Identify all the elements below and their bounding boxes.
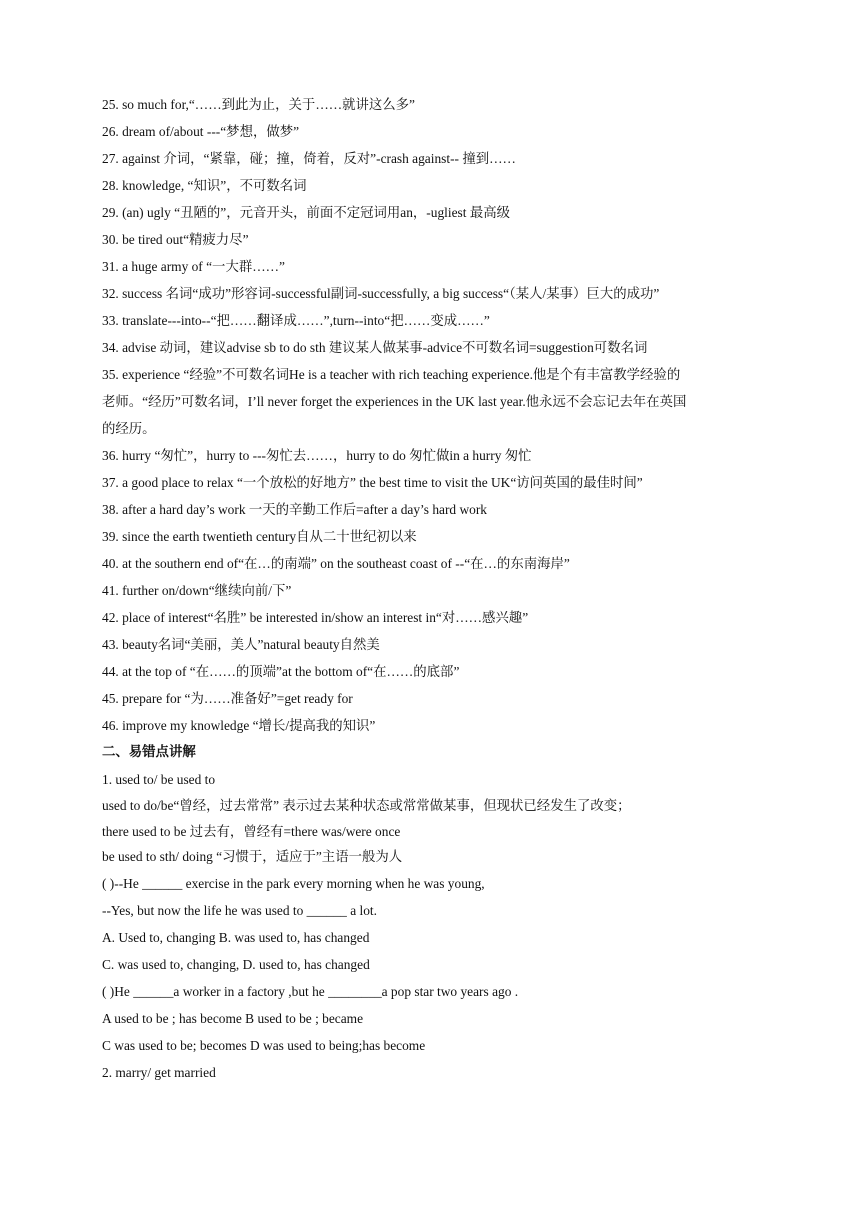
text-line: 35. experience “经验”不可数名词He is a teacher with rich teaching experience.他是个有丰富教学经验的 [102,367,681,382]
section-heading: 二、易错点讲解 [102,745,196,760]
text-line: there used to be 过去有，曾经有=there was/were once [102,824,401,839]
text-line: 老师。“经历”可数名词，I’ll never forget the experiences in the UK last year.他永远不会忘记去年在英国 [102,394,687,409]
question-line: ( )--He ______ exercise in the park every morning when he was young, [102,876,485,891]
text-line: 39. since the earth twentieth century自从二十世纪初以来 [102,529,417,544]
text-line: 28. knowledge, “知识”，不可数名词 [102,178,307,193]
text-line: 41. further on/down“继续向前/下” [102,583,292,598]
text-line: 31. a huge army of “一大群……” [102,259,285,274]
text-line: 36. hurry “匆忙”，hurry to ---匆忙去……，hurry to do 匆忙做in a hurry 匆忙 [102,448,532,463]
text-line: 43. beauty名词“美丽，美人”natural beauty自然美 [102,637,380,652]
question-line: ( )He ______a worker in a factory ,but he ________a pop star two years ago . [102,984,519,999]
question-line: --Yes, but now the life he was used to ______ a lot. [102,903,377,918]
answer-options: A. Used to, changing B. was used to, has changed [102,930,370,945]
text-line: 25. so much for,“……到此为止，关于……就讲这么多” [102,97,415,112]
text-line: 1. used to/ be used to [102,772,216,787]
answer-options: C was used to be; becomes D was used to being;has become [102,1038,426,1053]
answer-options: C. was used to, changing, D. used to, has changed [102,957,370,972]
text-line: 2. marry/ get married [102,1065,216,1080]
text-line: 40. at the southern end of“在…的南端” on the southeast coast of --“在…的东南海岸” [102,556,570,571]
text-line: 42. place of interest“名胜” be interested in/show an interest in“对……感兴趣” [102,610,529,625]
text-line: 46. improve my knowledge “增长/提高我的知识” [102,718,376,733]
text-line: 29. (an) ugly “丑陋的”，元音开头，前面不定冠词用an，-ugliest 最高级 [102,205,510,220]
text-line: 的经历。 [102,421,156,436]
answer-options: A used to be ; has become B used to be ; became [102,1011,364,1026]
text-line: 26. dream of/about ---“梦想，做梦” [102,124,300,139]
text-line: be used to sth/ doing “习惯于，适应于”主语一般为人 [102,849,403,864]
text-line: 33. translate---into--“把……翻译成……”,turn--into“把……变成……” [102,313,490,328]
text-line: 32. success 名词“成功”形容词-successful副词-successfully, a big success“（某人/某事）巨大的成功” [102,286,660,301]
text-line: used to do/be“曾经，过去常常” 表示过去某种状态或常常做某事，但现状已经发生了改变； [102,798,631,813]
text-line: 38. after a hard day’s work 一天的辛勤工作后=after a day’s hard work [102,502,487,517]
text-line: 37. a good place to relax “一个放松的好地方” the best time to visit the UK“访问英国的最佳时间” [102,475,643,490]
text-line: 27. against 介词，“紧靠，碰；撞，倚着，反对”-crash against-- 撞到…… [102,151,516,166]
text-line: 30. be tired out“精疲力尽” [102,232,249,247]
text-line: 45. prepare for “为……准备好”=get ready for [102,691,353,706]
text-line: 44. at the top of “在……的顶端”at the bottom of“在……的底部” [102,664,460,679]
text-line: 34. advise 动词，建议advise sb to do sth 建议某人做某事-advice不可数名词=suggestion可数名词 [102,340,648,355]
